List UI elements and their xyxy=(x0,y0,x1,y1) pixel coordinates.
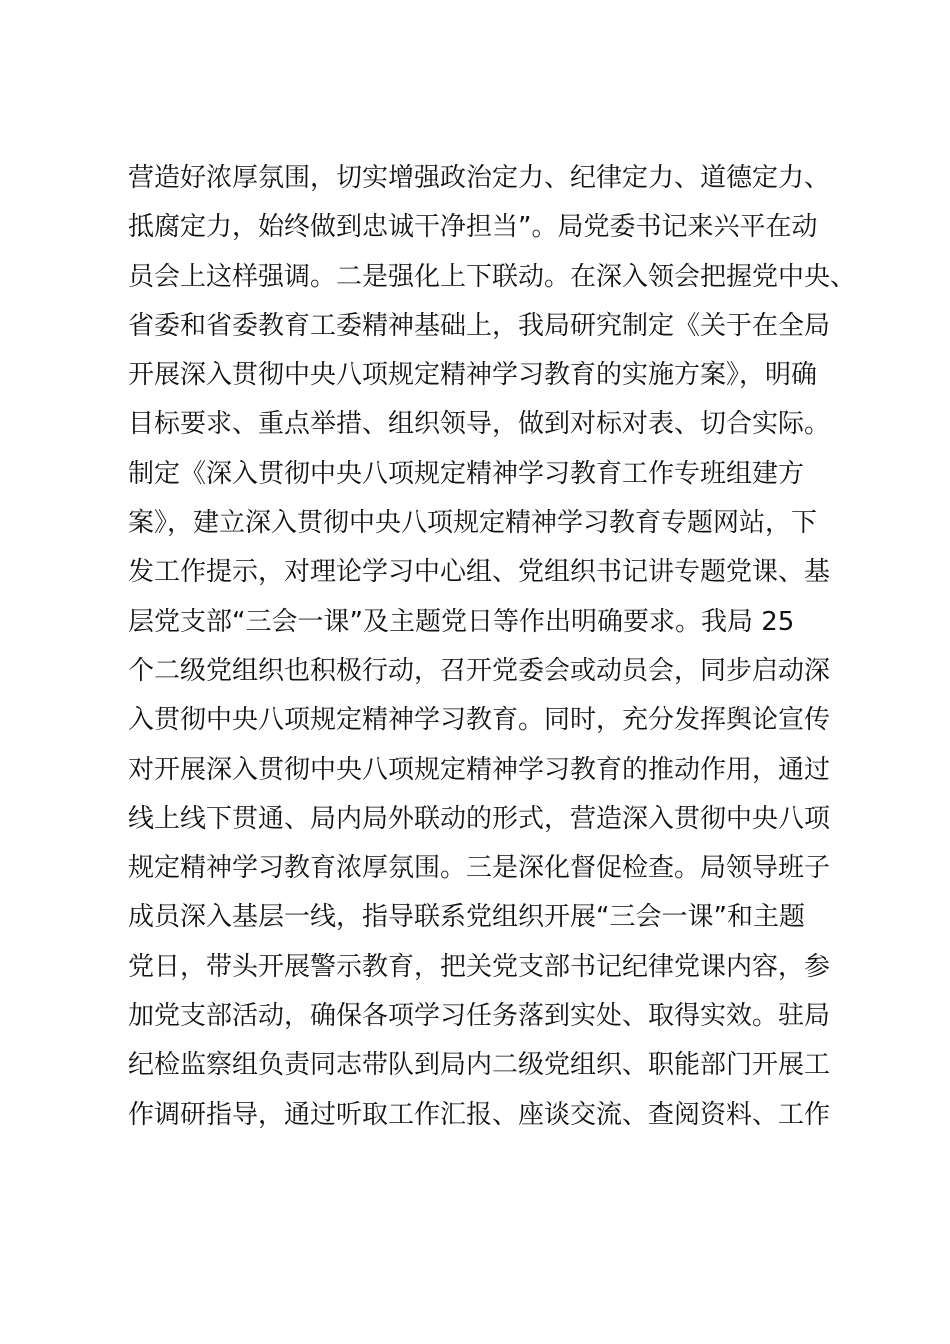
text-line: 线上线下贯通、局内局外联动的形式，营造深入贯彻中央八项 xyxy=(128,803,831,834)
text-line: 作调研指导，通过听取工作汇报、座谈交流、查阅资料、工作 xyxy=(128,1099,831,1130)
text-line: 入贯彻中央八项规定精神学习教育。同时，充分发挥舆论宣传 xyxy=(128,705,831,736)
text-line: 规定精神学习教育浓厚氛围。三是深化督促检查。局领导班子 xyxy=(128,853,831,884)
text-line: 成员深入基层一线，指导联系党组织开展“三会一课”和主题 xyxy=(128,902,805,933)
text-line: 纪检监察组负责同志带队到局内二级党组织、职能部门开展工 xyxy=(128,1050,831,1081)
text-line: 党日，带头开展警示教育，把关党支部书记纪律党课内容，参 xyxy=(128,951,831,982)
body-paragraph xyxy=(128,154,857,1140)
text-line: 制定《深入贯彻中央八项规定精神学习教育工作专班组建方 xyxy=(128,458,805,489)
text-line: 发工作提示，对理论学习中心组、党组织书记讲专题党课、基 xyxy=(128,557,831,588)
text-line: 目标要求、重点举措、组织领导，做到对标对表、切合实际。 xyxy=(128,409,831,440)
text-line: 个二级党组织也积极行动，召开党委会或动员会，同步启动深 xyxy=(128,655,831,686)
text-line: 加党支部活动，确保各项学习任务落到实处、取得实效。驻局 xyxy=(128,1001,831,1032)
text-line: 员会上这样强调。二是强化上下联动。在深入领会把握党中央、 xyxy=(128,261,857,292)
text-line: 营造好浓厚氛围，切实增强政治定力、纪律定力、道德定力、 xyxy=(128,163,831,193)
text-line: 抵腐定力，始终做到忠诚干净担当”。局党委书记来兴平在动 xyxy=(128,212,818,243)
text-line: 省委和省委教育工委精神基础上，我局研究制定《关于在全局 xyxy=(128,310,831,341)
text-line: 开展深入贯彻中央八项规定精神学习教育的实施方案》，明确 xyxy=(128,360,818,391)
text-line: 对开展深入贯彻中央八项规定精神学习教育的推动作用，通过 xyxy=(128,754,831,785)
text-line: 案》，建立深入贯彻中央八项规定精神学习教育专题网站，下 xyxy=(128,508,818,539)
text-line: 层党支部“三会一课”及主题党日等作出明确要求。我局 25 xyxy=(128,606,795,637)
